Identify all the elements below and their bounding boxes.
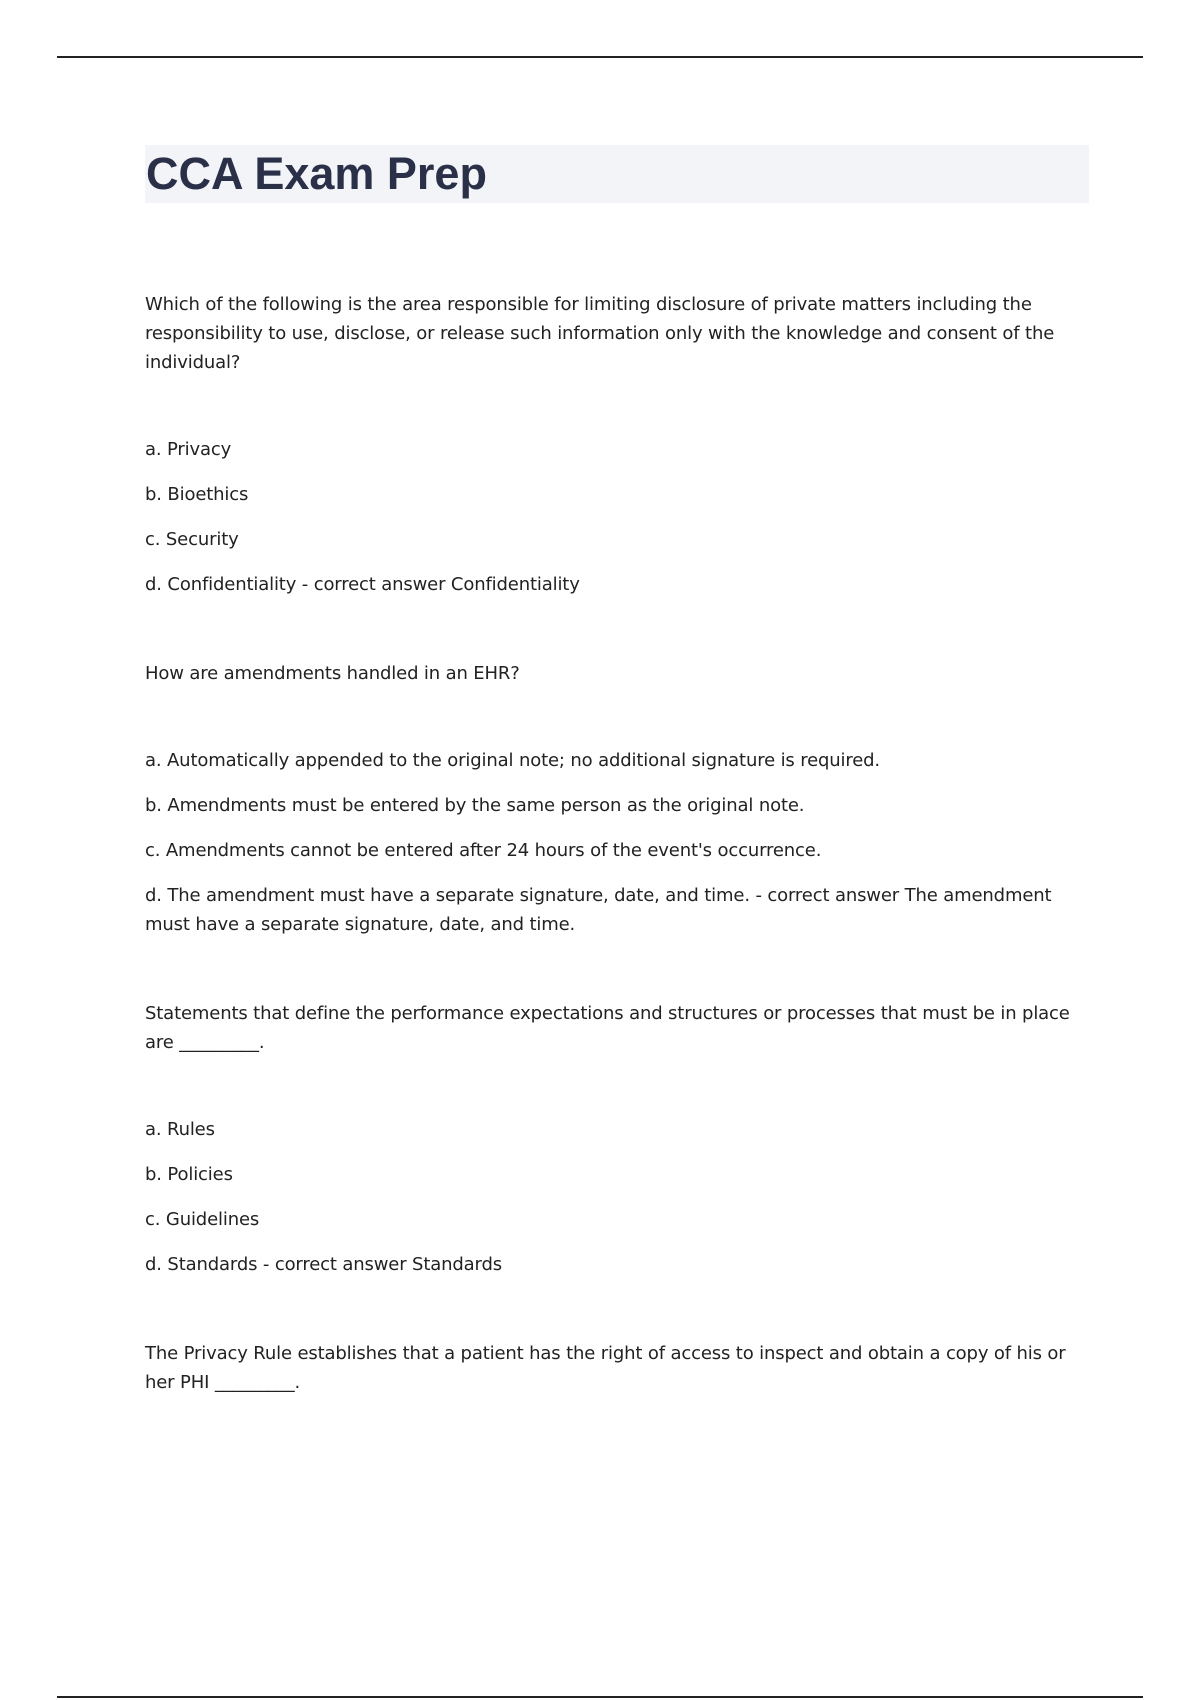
question-block <box>145 290 1075 599</box>
answer-options <box>145 435 1075 599</box>
question-block <box>145 1339 1075 1397</box>
answer-option: a. Automatically appended to the original note; no additional signature is required. <box>145 750 881 771</box>
answer-options <box>145 746 1075 939</box>
document-title: CCA Exam Prep <box>146 148 487 199</box>
answer-option: b. Policies <box>145 1164 233 1185</box>
question-text: How are amendments handled in an EHR? <box>145 663 520 684</box>
question-block <box>145 999 1075 1279</box>
answer-option: d. Standards - correct answer Standards <box>145 1254 502 1275</box>
answer-options <box>145 1115 1075 1279</box>
top-divider <box>57 56 1143 58</box>
question-list <box>145 290 1075 1397</box>
answer-option: d. Confidentiality - correct answer Confidentiality <box>145 574 580 595</box>
answer-option: a. Rules <box>145 1119 215 1140</box>
answer-option: a. Privacy <box>145 439 232 460</box>
question-block <box>145 659 1075 939</box>
question-text: Statements that define the performance expectations and structures or processes that must be in place are _________. <box>145 1003 1070 1053</box>
question-text: Which of the following is the area responsible for limiting disclosure of private matters including the responsibility to use, disclose, or release such information only with the knowledge and consent of the individual? <box>145 294 1055 373</box>
answer-option: c. Guidelines <box>145 1209 260 1230</box>
answer-option: c. Security <box>145 529 239 550</box>
answer-option: b. Amendments must be entered by the same person as the original note. <box>145 795 805 816</box>
answer-option: d. The amendment must have a separate signature, date, and time. - correct answer The amendment must have a separate signature, date, and time. <box>145 885 1052 935</box>
answer-option: c. Amendments cannot be entered after 24 hours of the event's occurrence. <box>145 840 822 861</box>
question-text: The Privacy Rule establishes that a patient has the right of access to inspect and obtain a copy of his or her PHI _________. <box>145 1343 1066 1393</box>
answer-option: b. Bioethics <box>145 484 249 505</box>
bottom-divider <box>57 1696 1143 1698</box>
